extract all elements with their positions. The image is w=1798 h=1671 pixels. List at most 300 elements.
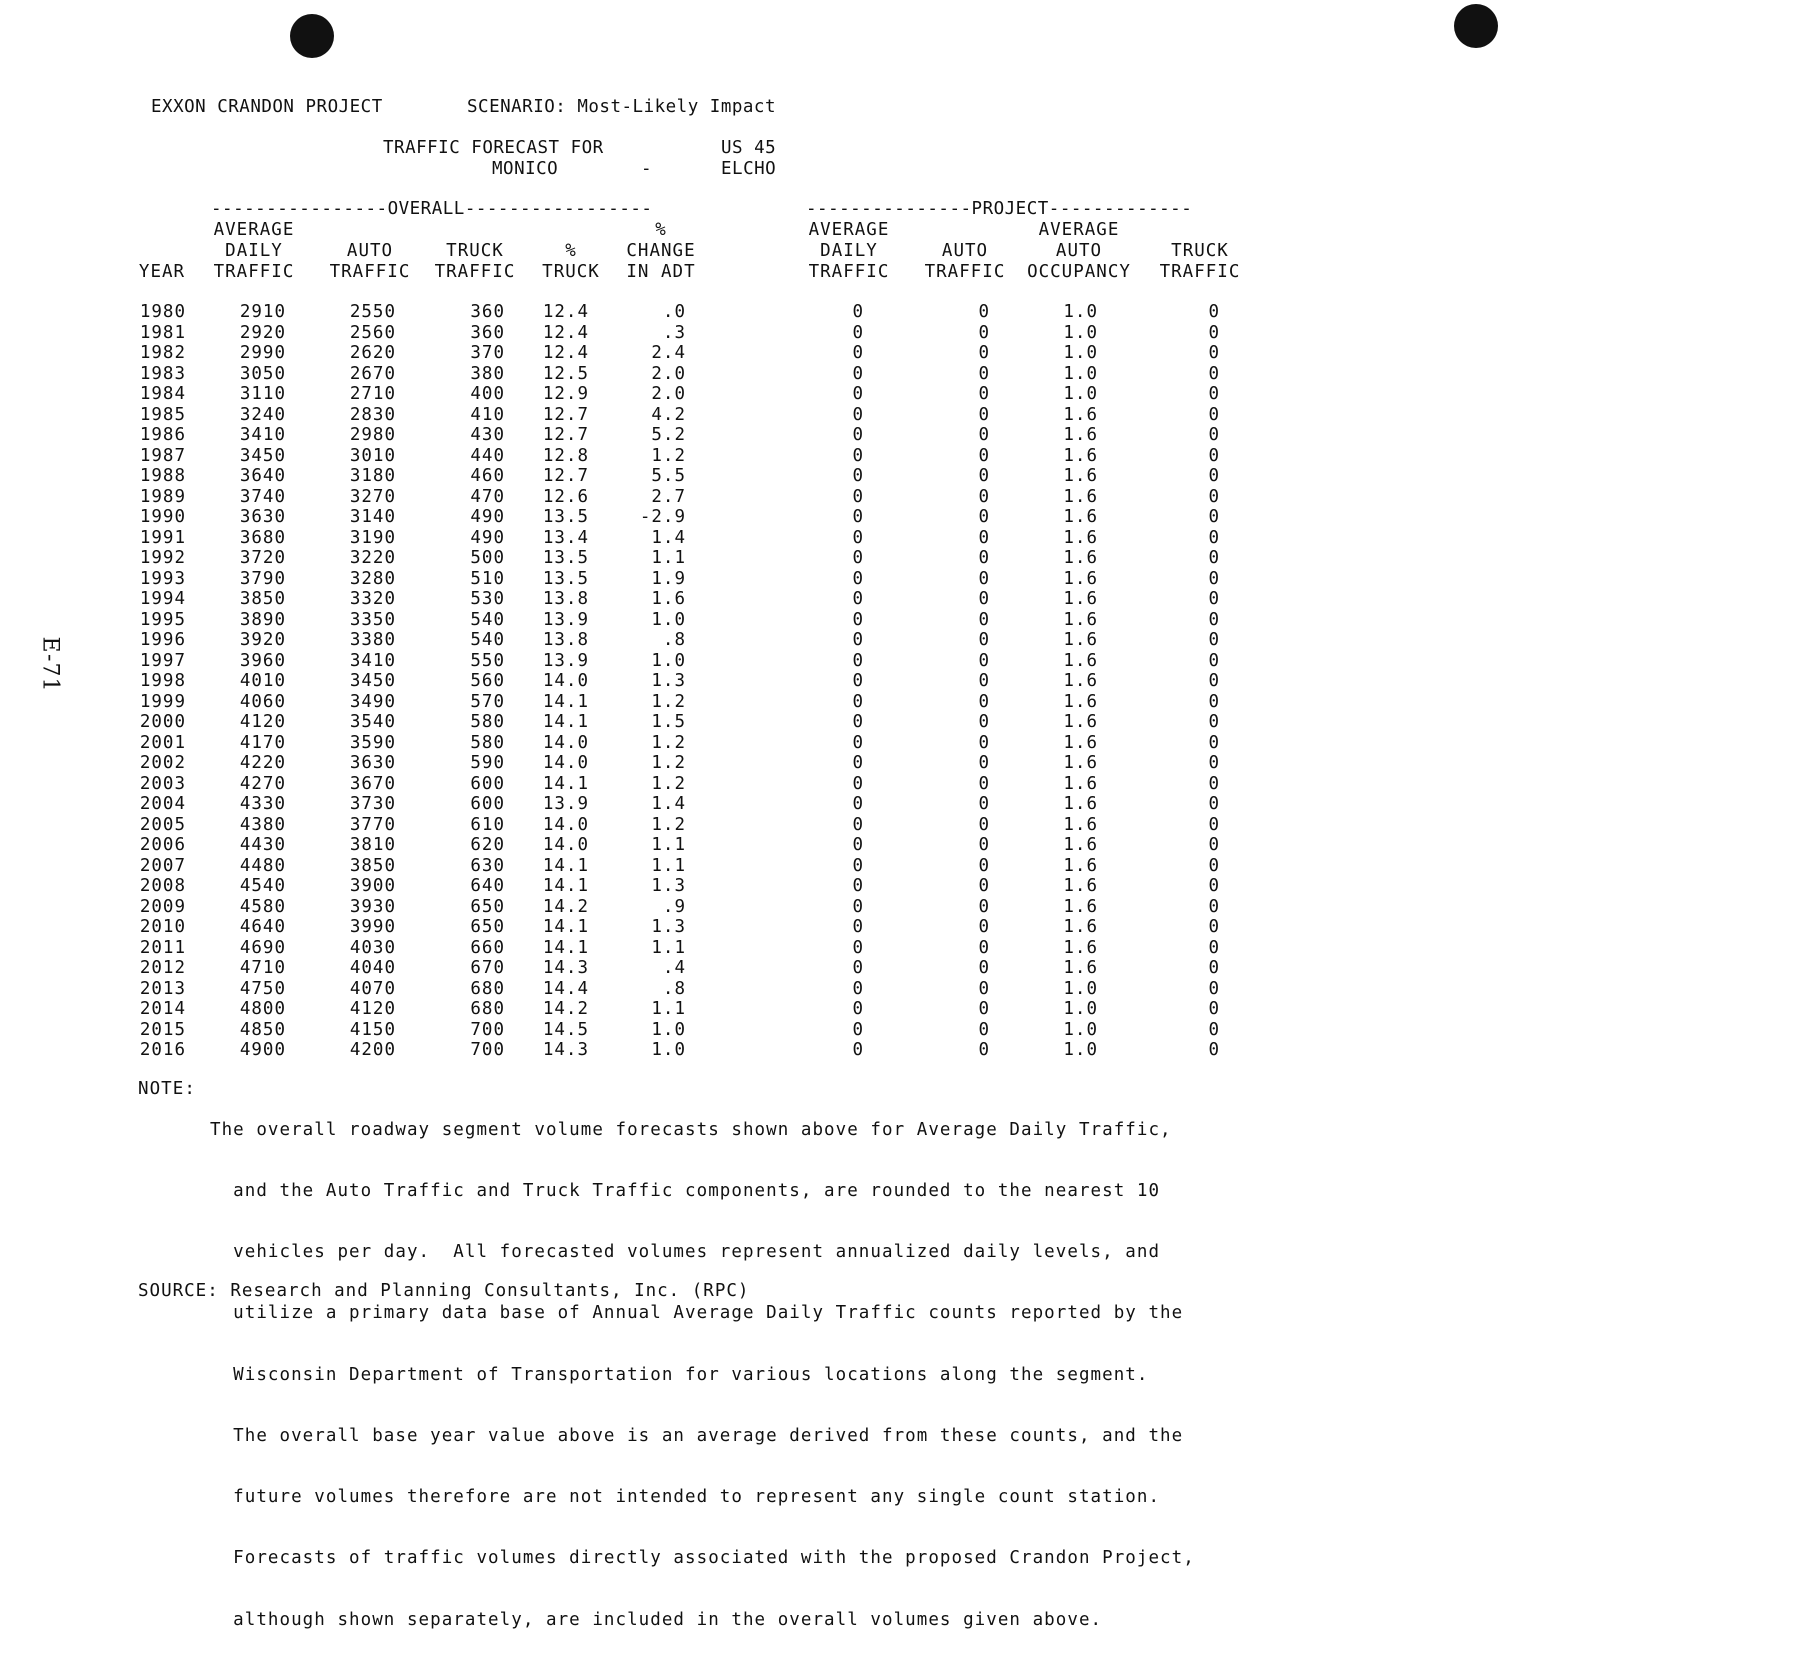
from-label: MONICO — [492, 159, 559, 179]
cell-auto: 2620 — [349, 343, 396, 363]
cell-year: 1980 — [139, 302, 186, 322]
column-header-pct-truck: TRUCK — [542, 262, 600, 282]
cell-pct-change: 1.3 — [651, 671, 686, 691]
column-header-auto: AUTO — [346, 241, 394, 261]
cell-p-truck: 0 — [1208, 978, 1220, 999]
cell-p-occ: 1.6 — [1063, 425, 1098, 445]
cell-year: 1999 — [139, 691, 186, 712]
cell-pct-truck: 14.1 — [542, 691, 589, 712]
note-line: Wisconsin Department of Transportation for various locations along the segment. — [210, 1364, 1149, 1385]
cell-auto: 3320 — [349, 589, 396, 609]
cell-p-occ: 1.0 — [1063, 302, 1098, 322]
column-header-p-auto: TRAFFIC — [924, 262, 1006, 282]
column-header-p-occ: AVERAGE — [1038, 220, 1120, 240]
cell-p-adt: 0 — [852, 445, 864, 466]
cell-p-auto: 0 — [978, 691, 990, 712]
cell-p-truck: 0 — [1208, 322, 1220, 343]
cell-year: 2005 — [139, 814, 186, 835]
cell-truck: 650 — [470, 917, 505, 937]
cell-year: 1989 — [139, 486, 186, 507]
cell-p-truck: 0 — [1208, 527, 1220, 548]
cell-auto: 3990 — [349, 917, 396, 937]
column-header-p-adt: AVERAGE — [808, 220, 890, 240]
cell-pct-truck: 14.1 — [542, 917, 589, 937]
cell-year: 2006 — [139, 835, 186, 855]
cell-auto: 3450 — [349, 671, 396, 691]
cell-p-adt: 0 — [852, 978, 864, 999]
cell-year: 2004 — [139, 794, 186, 814]
cell-auto: 3670 — [349, 773, 396, 794]
cell-p-occ: 1.6 — [1063, 712, 1098, 732]
project-group-header: ---------------PROJECT------------- — [806, 199, 1193, 219]
cell-truck: 360 — [470, 322, 505, 343]
cell-p-occ: 1.6 — [1063, 855, 1098, 876]
cell-adt: 2990 — [239, 343, 286, 363]
cell-year: 2015 — [139, 1019, 186, 1040]
cell-p-auto: 0 — [978, 343, 990, 363]
cell-truck: 680 — [470, 999, 505, 1019]
cell-p-adt: 0 — [852, 589, 864, 609]
cell-adt: 3720 — [239, 548, 286, 568]
column-header-auto: TRAFFIC — [329, 262, 411, 282]
cell-p-truck: 0 — [1208, 507, 1220, 527]
cell-auto: 3540 — [349, 712, 396, 732]
cell-p-auto: 0 — [978, 1040, 990, 1060]
cell-pct-truck: 14.1 — [542, 876, 589, 896]
note-line: utilize a primary data base of Annual Average Daily Traffic counts reported by the — [210, 1303, 1184, 1324]
cell-p-auto: 0 — [978, 527, 990, 548]
cell-adt: 4640 — [239, 917, 286, 937]
cell-p-truck: 0 — [1208, 363, 1220, 384]
cell-p-auto: 0 — [978, 507, 990, 527]
cell-adt: 3790 — [239, 568, 286, 589]
cell-pct-truck: 14.1 — [542, 712, 589, 732]
cell-p-adt: 0 — [852, 343, 864, 363]
cell-p-occ: 1.6 — [1063, 548, 1098, 568]
route-label: US 45 — [721, 138, 777, 158]
cell-p-occ: 1.6 — [1063, 589, 1098, 609]
cell-adt: 3890 — [239, 609, 286, 630]
cell-adt: 4690 — [239, 937, 286, 958]
cell-adt: 3450 — [239, 445, 286, 466]
cell-year: 1991 — [139, 527, 186, 548]
cell-adt: 3960 — [239, 650, 286, 671]
cell-year: 1983 — [139, 363, 186, 384]
column-header-p-adt: TRAFFIC — [808, 262, 890, 282]
cell-year: 2009 — [139, 896, 186, 917]
project-title: EXXON CRANDON PROJECT — [151, 97, 383, 117]
cell-p-truck: 0 — [1208, 1040, 1220, 1060]
cell-truck: 370 — [470, 343, 505, 363]
cell-adt: 3050 — [239, 363, 286, 384]
cell-p-adt: 0 — [852, 486, 864, 507]
cell-year: 1986 — [139, 425, 186, 445]
column-header-adt: AVERAGE — [213, 220, 295, 240]
cell-pct-truck: 14.0 — [542, 753, 589, 773]
cell-p-truck: 0 — [1208, 937, 1220, 958]
cell-p-auto: 0 — [978, 445, 990, 466]
cell-p-truck: 0 — [1208, 958, 1220, 978]
cell-pct-truck: 14.0 — [542, 835, 589, 855]
cell-p-truck: 0 — [1208, 896, 1220, 917]
cell-year: 2000 — [139, 712, 186, 732]
cell-p-occ: 1.6 — [1063, 609, 1098, 630]
cell-pct-change: 1.4 — [651, 527, 686, 548]
cell-year: 2007 — [139, 855, 186, 876]
cell-truck: 470 — [470, 486, 505, 507]
cell-p-occ: 1.6 — [1063, 404, 1098, 425]
cell-p-truck: 0 — [1208, 773, 1220, 794]
cell-p-truck: 0 — [1208, 486, 1220, 507]
cell-pct-truck: 12.7 — [542, 425, 589, 445]
cell-adt: 3240 — [239, 404, 286, 425]
cell-pct-truck: 12.5 — [542, 363, 589, 384]
cell-adt: 3630 — [239, 507, 286, 527]
cell-p-truck: 0 — [1208, 384, 1220, 404]
cell-p-truck: 0 — [1208, 712, 1220, 732]
cell-p-occ: 1.6 — [1063, 937, 1098, 958]
cell-year: 1993 — [139, 568, 186, 589]
cell-year: 1990 — [139, 507, 186, 527]
cell-auto: 2550 — [349, 302, 396, 322]
cell-auto: 3770 — [349, 814, 396, 835]
cell-adt: 3410 — [239, 425, 286, 445]
cell-p-truck: 0 — [1208, 609, 1220, 630]
cell-p-auto: 0 — [978, 855, 990, 876]
note-line: Forecasts of traffic volumes directly associated with the proposed Crandon Project, — [210, 1548, 1195, 1569]
cell-p-occ: 1.6 — [1063, 507, 1098, 527]
cell-pct-truck: 14.1 — [542, 937, 589, 958]
cell-adt: 4540 — [239, 876, 286, 896]
cell-adt: 4800 — [239, 999, 286, 1019]
cell-truck: 590 — [470, 753, 505, 773]
cell-p-auto: 0 — [978, 568, 990, 589]
cell-p-occ: 1.6 — [1063, 527, 1098, 548]
forecast-label: TRAFFIC FORECAST FOR — [383, 138, 604, 158]
cell-p-adt: 0 — [852, 999, 864, 1019]
cell-pct-change: .8 — [662, 978, 686, 999]
cell-pct-change: 1.0 — [651, 1019, 686, 1040]
cell-pct-change: 1.4 — [651, 794, 686, 814]
cell-p-adt: 0 — [852, 814, 864, 835]
cell-pct-truck: 14.1 — [542, 773, 589, 794]
cell-p-auto: 0 — [978, 917, 990, 937]
cell-pct-truck: 14.2 — [542, 896, 589, 917]
cell-auto: 3490 — [349, 691, 396, 712]
cell-truck: 700 — [470, 1019, 505, 1040]
cell-p-adt: 0 — [852, 1019, 864, 1040]
cell-pct-truck: 12.8 — [542, 445, 589, 466]
cell-p-occ: 1.6 — [1063, 896, 1098, 917]
cell-truck: 550 — [470, 650, 505, 671]
cell-pct-change: .3 — [662, 322, 686, 343]
cell-p-auto: 0 — [978, 425, 990, 445]
cell-truck: 640 — [470, 876, 505, 896]
cell-p-occ: 1.0 — [1063, 1040, 1098, 1060]
cell-auto: 3900 — [349, 876, 396, 896]
cell-year: 1988 — [139, 466, 186, 486]
cell-p-truck: 0 — [1208, 589, 1220, 609]
cell-p-occ: 1.6 — [1063, 753, 1098, 773]
cell-p-auto: 0 — [978, 732, 990, 753]
cell-p-truck: 0 — [1208, 691, 1220, 712]
cell-p-auto: 0 — [978, 322, 990, 343]
column-header-pct-change: % — [655, 220, 667, 240]
cell-pct-truck: 14.1 — [542, 855, 589, 876]
cell-pct-truck: 14.0 — [542, 671, 589, 691]
cell-adt: 4220 — [239, 753, 286, 773]
punch-hole-right — [1454, 4, 1498, 48]
cell-adt: 3850 — [239, 589, 286, 609]
cell-pct-change: 1.2 — [651, 732, 686, 753]
column-header-p-occ: AUTO — [1055, 241, 1103, 261]
cell-p-auto: 0 — [978, 835, 990, 855]
cell-truck: 650 — [470, 896, 505, 917]
cell-p-occ: 1.6 — [1063, 958, 1098, 978]
cell-auto: 2670 — [349, 363, 396, 384]
cell-p-truck: 0 — [1208, 814, 1220, 835]
cell-p-auto: 0 — [978, 999, 990, 1019]
cell-p-occ: 1.0 — [1063, 1019, 1098, 1040]
cell-p-auto: 0 — [978, 1019, 990, 1040]
cell-truck: 400 — [470, 384, 505, 404]
cell-auto: 3190 — [349, 527, 396, 548]
cell-year: 2003 — [139, 773, 186, 794]
cell-truck: 500 — [470, 548, 505, 568]
cell-auto: 4030 — [349, 937, 396, 958]
cell-year: 1995 — [139, 609, 186, 630]
cell-p-truck: 0 — [1208, 425, 1220, 445]
cell-p-adt: 0 — [852, 630, 864, 650]
cell-p-auto: 0 — [978, 548, 990, 568]
cell-auto: 4040 — [349, 958, 396, 978]
cell-p-truck: 0 — [1208, 671, 1220, 691]
cell-year: 2014 — [139, 999, 186, 1019]
cell-p-truck: 0 — [1208, 876, 1220, 896]
cell-p-occ: 1.6 — [1063, 691, 1098, 712]
cell-p-truck: 0 — [1208, 917, 1220, 937]
cell-truck: 490 — [470, 527, 505, 548]
cell-adt: 2920 — [239, 322, 286, 343]
cell-truck: 430 — [470, 425, 505, 445]
cell-auto: 3380 — [349, 630, 396, 650]
cell-p-truck: 0 — [1208, 630, 1220, 650]
note-line: although shown separately, are included in the overall volumes given above. — [210, 1609, 1103, 1630]
cell-p-auto: 0 — [978, 302, 990, 322]
cell-truck: 600 — [470, 794, 505, 814]
cell-adt: 4270 — [239, 773, 286, 794]
column-header-year: YEAR — [138, 262, 186, 282]
cell-p-auto: 0 — [978, 773, 990, 794]
cell-p-auto: 0 — [978, 753, 990, 773]
note-text — [210, 1079, 1195, 1671]
cell-auto: 3630 — [349, 753, 396, 773]
cell-adt: 4120 — [239, 712, 286, 732]
cell-adt: 3740 — [239, 486, 286, 507]
cell-pct-truck: 13.5 — [542, 548, 589, 568]
cell-p-auto: 0 — [978, 794, 990, 814]
cell-truck: 540 — [470, 630, 505, 650]
cell-truck: 410 — [470, 404, 505, 425]
cell-auto: 3730 — [349, 794, 396, 814]
cell-truck: 380 — [470, 363, 505, 384]
cell-p-truck: 0 — [1208, 753, 1220, 773]
note-line: vehicles per day. All forecasted volumes represent annualized daily levels, and — [210, 1242, 1161, 1263]
cell-pct-change: .4 — [662, 958, 686, 978]
cell-pct-change: 5.2 — [651, 425, 686, 445]
cell-year: 1984 — [139, 384, 186, 404]
cell-p-auto: 0 — [978, 486, 990, 507]
source-text: Research and Planning Consultants, Inc. (RPC) — [230, 1281, 750, 1301]
cell-auto: 4120 — [349, 999, 396, 1019]
cell-p-occ: 1.6 — [1063, 917, 1098, 937]
cell-auto: 2710 — [349, 384, 396, 404]
cell-year: 1985 — [139, 404, 186, 425]
cell-p-occ: 1.0 — [1063, 978, 1098, 999]
overall-group-header: ----------------OVERALL----------------- — [211, 199, 653, 219]
column-header-adt: TRAFFIC — [213, 262, 295, 282]
cell-pct-change: -2.9 — [639, 507, 686, 527]
column-header-p-occ: OCCUPANCY — [1027, 262, 1131, 282]
cell-pct-change: 1.6 — [651, 589, 686, 609]
cell-p-occ: 1.0 — [1063, 999, 1098, 1019]
cell-p-adt: 0 — [852, 466, 864, 486]
cell-year: 1981 — [139, 322, 186, 343]
cell-auto: 3850 — [349, 855, 396, 876]
cell-pct-change: 2.7 — [651, 486, 686, 507]
cell-pct-change: 1.2 — [651, 753, 686, 773]
cell-pct-change: .8 — [662, 630, 686, 650]
cell-pct-truck: 14.4 — [542, 978, 589, 999]
cell-p-adt: 0 — [852, 896, 864, 917]
cell-year: 1994 — [139, 589, 186, 609]
cell-year: 2001 — [139, 732, 186, 753]
cell-pct-truck: 13.9 — [542, 609, 589, 630]
cell-p-adt: 0 — [852, 302, 864, 322]
cell-p-adt: 0 — [852, 363, 864, 384]
cell-pct-change: 1.1 — [651, 835, 686, 855]
cell-pct-change: 1.0 — [651, 609, 686, 630]
cell-truck: 560 — [470, 671, 505, 691]
cell-p-occ: 1.0 — [1063, 384, 1098, 404]
cell-auto: 3930 — [349, 896, 396, 917]
source-label: SOURCE: — [138, 1281, 219, 1301]
cell-pct-change: 1.2 — [651, 445, 686, 466]
cell-auto: 3410 — [349, 650, 396, 671]
cell-p-auto: 0 — [978, 814, 990, 835]
cell-p-adt: 0 — [852, 855, 864, 876]
cell-p-auto: 0 — [978, 589, 990, 609]
cell-auto: 3180 — [349, 466, 396, 486]
cell-auto: 4070 — [349, 978, 396, 999]
cell-adt: 2910 — [239, 302, 286, 322]
cell-p-truck: 0 — [1208, 855, 1220, 876]
column-header-truck: TRAFFIC — [434, 262, 516, 282]
cell-p-adt: 0 — [852, 527, 864, 548]
to-label: ELCHO — [721, 159, 777, 179]
note-line: The overall roadway segment volume forecasts shown above for Average Daily Traffic, — [210, 1119, 1172, 1140]
cell-auto: 3590 — [349, 732, 396, 753]
cell-pct-truck: 13.4 — [542, 527, 589, 548]
cell-pct-change: 1.2 — [651, 691, 686, 712]
cell-adt: 4850 — [239, 1019, 286, 1040]
cell-p-adt: 0 — [852, 322, 864, 343]
cell-p-occ: 1.6 — [1063, 732, 1098, 753]
cell-adt: 4480 — [239, 855, 286, 876]
cell-p-adt: 0 — [852, 794, 864, 814]
source-line — [138, 1281, 749, 1301]
cell-year: 1997 — [139, 650, 186, 671]
cell-pct-truck: 13.9 — [542, 794, 589, 814]
cell-truck: 630 — [470, 855, 505, 876]
cell-p-truck: 0 — [1208, 1019, 1220, 1040]
cell-truck: 610 — [470, 814, 505, 835]
cell-pct-truck: 14.0 — [542, 814, 589, 835]
cell-p-truck: 0 — [1208, 794, 1220, 814]
cell-adt: 4900 — [239, 1040, 286, 1060]
cell-p-adt: 0 — [852, 507, 864, 527]
cell-truck: 360 — [470, 302, 505, 322]
note-line: The overall base year value above is an average derived from these counts, and the — [210, 1425, 1184, 1446]
cell-adt: 3680 — [239, 527, 286, 548]
cell-year: 1987 — [139, 445, 186, 466]
cell-auto: 3140 — [349, 507, 396, 527]
cell-truck: 490 — [470, 507, 505, 527]
cell-auto: 3810 — [349, 835, 396, 855]
cell-year: 1992 — [139, 548, 186, 568]
cell-pct-change: 1.1 — [651, 937, 686, 958]
cell-p-adt: 0 — [852, 650, 864, 671]
cell-p-occ: 1.6 — [1063, 486, 1098, 507]
cell-p-adt: 0 — [852, 712, 864, 732]
cell-p-auto: 0 — [978, 671, 990, 691]
cell-p-adt: 0 — [852, 671, 864, 691]
cell-pct-change: 1.2 — [651, 814, 686, 835]
cell-p-occ: 1.6 — [1063, 773, 1098, 794]
cell-pct-change: 5.5 — [651, 466, 686, 486]
cell-pct-truck: 13.8 — [542, 630, 589, 650]
cell-p-adt: 0 — [852, 753, 864, 773]
cell-adt: 4710 — [239, 958, 286, 978]
cell-truck: 680 — [470, 978, 505, 999]
cell-pct-change: 1.2 — [651, 773, 686, 794]
cell-pct-truck: 13.5 — [542, 568, 589, 589]
cell-truck: 700 — [470, 1040, 505, 1060]
cell-p-adt: 0 — [852, 691, 864, 712]
cell-truck: 600 — [470, 773, 505, 794]
cell-p-truck: 0 — [1208, 732, 1220, 753]
cell-pct-change: 1.3 — [651, 917, 686, 937]
cell-p-auto: 0 — [978, 978, 990, 999]
cell-pct-truck: 12.4 — [542, 322, 589, 343]
cell-p-adt: 0 — [852, 568, 864, 589]
cell-pct-truck: 14.5 — [542, 1019, 589, 1040]
cell-auto: 4150 — [349, 1019, 396, 1040]
cell-pct-truck: 14.0 — [542, 732, 589, 753]
cell-p-truck: 0 — [1208, 445, 1220, 466]
cell-pct-change: 1.1 — [651, 548, 686, 568]
cell-truck: 660 — [470, 937, 505, 958]
cell-p-occ: 1.6 — [1063, 630, 1098, 650]
cell-adt: 4330 — [239, 794, 286, 814]
cell-p-auto: 0 — [978, 896, 990, 917]
cell-truck: 670 — [470, 958, 505, 978]
column-header-p-truck: TRAFFIC — [1159, 262, 1241, 282]
cell-p-adt: 0 — [852, 937, 864, 958]
cell-p-auto: 0 — [978, 650, 990, 671]
cell-truck: 620 — [470, 835, 505, 855]
cell-pct-truck: 13.8 — [542, 589, 589, 609]
